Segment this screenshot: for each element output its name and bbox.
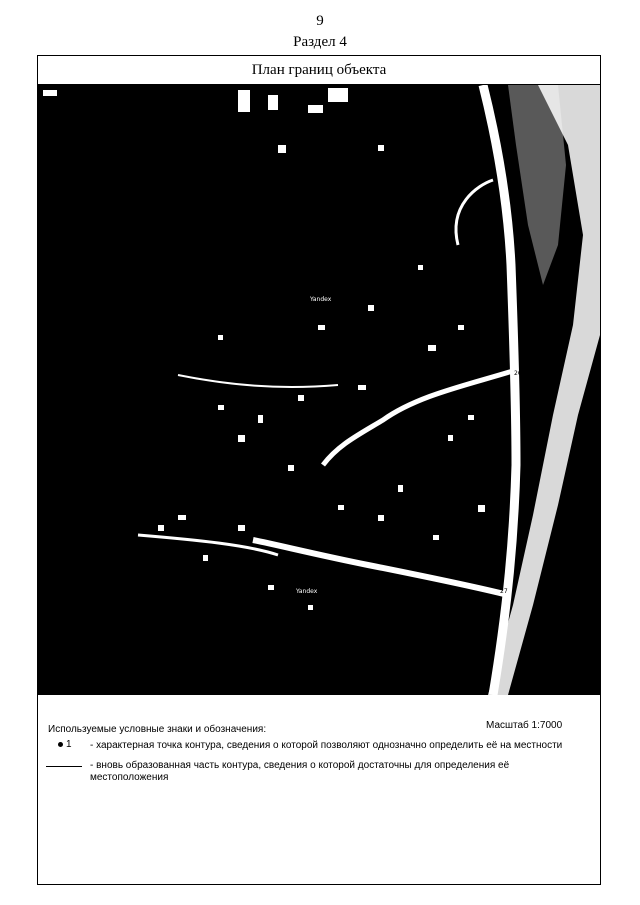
legend-line-symbol	[46, 766, 82, 767]
map-watermark-1: Yandex	[310, 296, 332, 303]
legend-point-text: - характерная точка контура, сведения о которой позволяют однозначно определить её на местности	[90, 740, 563, 751]
point-dot-icon	[58, 742, 63, 747]
map-point-label-1: 26	[514, 370, 522, 377]
page-number: 9	[316, 13, 324, 29]
plan-title: План границ объекта	[38, 56, 600, 85]
map-point-label-2: 27	[500, 588, 508, 595]
scale-label: Масштаб 1:7000	[486, 720, 563, 731]
map-watermark-2: Yandex	[296, 588, 318, 595]
section-title: Раздел 4	[293, 34, 347, 50]
legend-line-text: - вновь образованная часть контура, сведения о которой достаточны для определения её местоположения	[90, 760, 510, 783]
point-marker-label: 1	[66, 739, 72, 750]
map-image	[38, 85, 600, 695]
plan-frame	[37, 55, 601, 885]
legend-point-marker	[58, 739, 72, 750]
legend-title: Используемые условные знаки и обозначения:	[48, 724, 267, 735]
satellite-map	[38, 85, 600, 695]
